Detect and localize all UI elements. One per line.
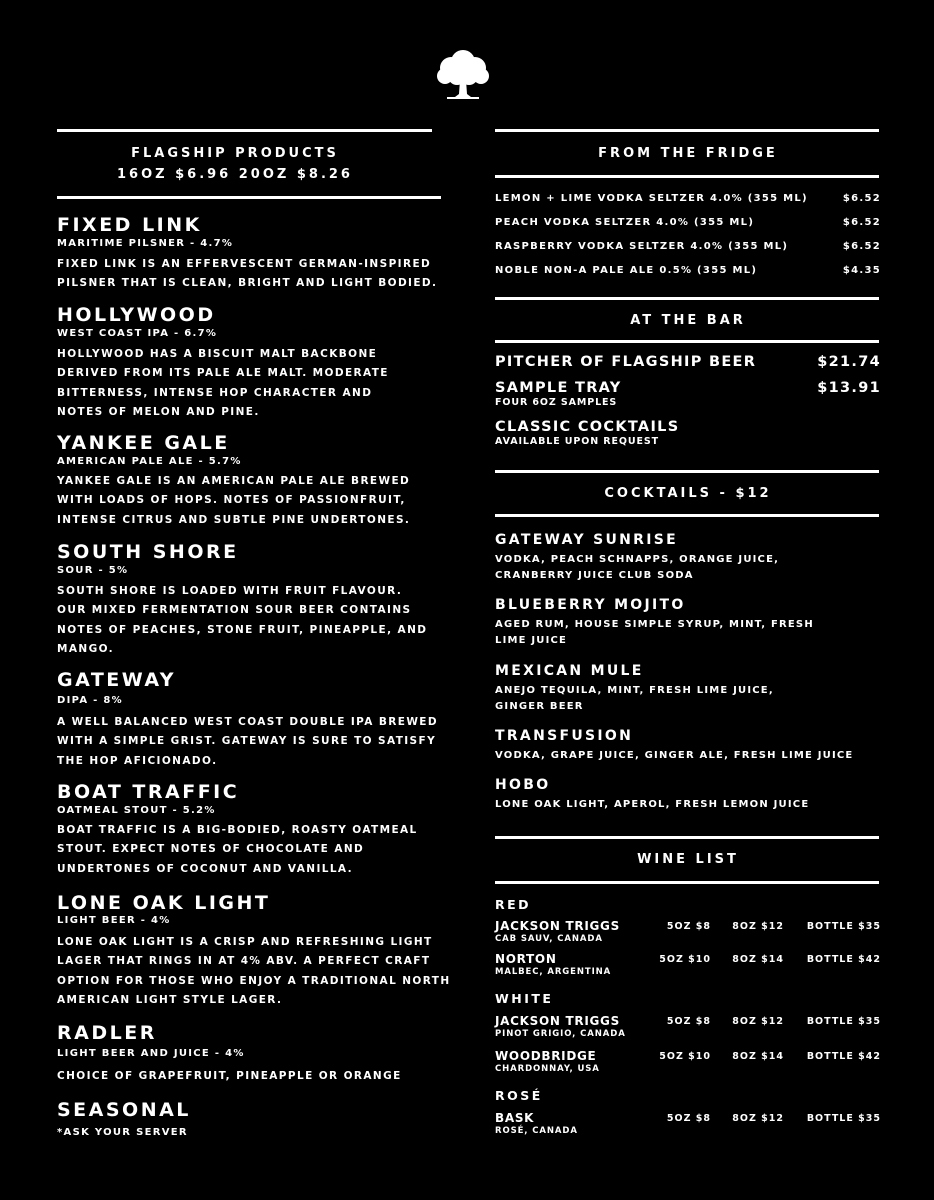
wine-price-5oz: 5OZ $8 — [666, 1113, 711, 1124]
divider — [495, 836, 879, 839]
wine-price-5oz: 5OZ $8 — [666, 1016, 711, 1027]
item-price: $4.35 — [842, 265, 881, 276]
beer-description: BOAT TRAFFIC IS A BIG-BODIED, ROASTY OATMEAL STOUT. EXPECT NOTES OF CHOCOLATE AND UNDERTONES OF COCONUT AND VANILLA. — [57, 824, 418, 875]
beer-style: SOUR - 5% — [57, 565, 129, 576]
item-subtext: AVAILABLE UPON REQUEST — [495, 436, 660, 447]
beer-description: CHOICE OF GRAPEFRUIT, PINEAPPLE OR ORANGE — [57, 1070, 402, 1082]
wine-price-5oz: 5OZ $8 — [666, 921, 711, 932]
item-name: NOBLE NON-A PALE ALE 0.5% (355 ML) — [495, 265, 758, 276]
beer-name: GATEWAY — [57, 669, 177, 691]
wine-name: BASK — [495, 1111, 535, 1125]
beer-description: A WELL BALANCED WEST COAST DOUBLE IPA BREWED WITH A SIMPLE GRIST. GATEWAY IS SURE TO SATISFY THE HOP AFICIONADO. — [57, 716, 438, 767]
table-row — [495, 952, 881, 980]
item-price: $13.91 — [817, 380, 881, 396]
table-row — [495, 1014, 881, 1042]
beer-style: *ASK YOUR SERVER — [57, 1127, 188, 1138]
divider — [57, 129, 432, 132]
beer-name: BOAT TRAFFIC — [57, 781, 240, 803]
table-row — [495, 919, 881, 947]
item-price: $6.52 — [842, 193, 881, 204]
divider — [495, 514, 879, 517]
wine-price-8oz: 8OZ $14 — [732, 1051, 784, 1062]
cocktail-name: TRANSFUSION — [495, 728, 634, 744]
wine-origin: CAB SAUV, CANADA — [495, 934, 603, 944]
beer-name: FIXED LINK — [57, 214, 202, 236]
cocktail-description: VODKA, GRAPE JUICE, GINGER ALE, FRESH LIME JUICE — [495, 750, 854, 761]
item-price: $6.52 — [842, 217, 881, 228]
beer-style: LIGHT BEER - 4% — [57, 915, 171, 926]
tree-icon — [433, 50, 493, 102]
table-row — [495, 1049, 881, 1077]
cocktail-description: VODKA, PEACH SCHNAPPS, ORANGE JUICE, CRANBERRY JUICE CLUB SODA — [495, 554, 780, 581]
wine-origin: PINOT GRIGIO, CANADA — [495, 1029, 626, 1039]
wine-header: WINE LIST — [637, 852, 739, 867]
fridge-header: FROM THE FRIDGE — [598, 146, 778, 161]
beer-name: RADLER — [57, 1022, 157, 1044]
divider — [495, 129, 879, 132]
divider — [495, 175, 879, 178]
cocktails-header: COCKTAILS - $12 — [604, 486, 772, 501]
beer-name: HOLLYWOOD — [57, 304, 216, 326]
wine-name: JACKSON TRIGGS — [495, 1014, 620, 1028]
beer-style: WEST COAST IPA - 6.7% — [57, 328, 218, 339]
flagship-prices: 16OZ $6.96 20OZ $8.26 — [117, 167, 353, 182]
list-item — [495, 265, 881, 279]
beer-description: LONE OAK LIGHT IS A CRISP AND REFRESHING LIGHT LAGER THAT RINGS IN AT 4% ABV. A PERFECT CRAFT OPTION FOR THOSE WHO ENJOY A TRADITIONAL NORTH AMERICAN LIGHT STYLE LAGER. — [57, 936, 451, 1006]
wine-category-label: WHITE — [495, 991, 554, 1006]
beer-name: SEASONAL — [57, 1099, 191, 1121]
wine-name: NORTON — [495, 952, 557, 966]
divider — [495, 881, 879, 884]
wine-price-bottle: BOTTLE $42 — [806, 954, 881, 965]
item-name: RASPBERRY VODKA SELTZER 4.0% (355 ML) — [495, 241, 789, 252]
wine-price-8oz: 8OZ $14 — [732, 954, 784, 965]
item-name: PITCHER OF FLAGSHIP BEER — [495, 354, 757, 370]
list-item — [495, 241, 881, 255]
wine-price-8oz: 8OZ $12 — [732, 1016, 784, 1027]
cocktail-name: MEXICAN MULE — [495, 663, 644, 679]
beer-description: SOUTH SHORE IS LOADED WITH FRUIT FLAVOUR. OUR MIXED FERMENTATION SOUR BEER CONTAINS NOTES OF PEACHES, STONE FRUIT, PINEAPPLE, AND MANGO. — [57, 585, 428, 655]
wine-origin: CHARDONNAY, USA — [495, 1064, 600, 1074]
beer-description: FIXED LINK IS AN EFFERVESCENT GERMAN-INSPIRED PILSNER THAT IS CLEAN, BRIGHT AND LIGHT BODIED. — [57, 258, 438, 290]
beer-name: YANKEE GALE — [57, 432, 230, 454]
beer-style: LIGHT BEER AND JUICE - 4% — [57, 1048, 245, 1059]
wine-name: WOODBRIDGE — [495, 1049, 597, 1063]
beer-description: YANKEE GALE IS AN AMERICAN PALE ALE BREWED WITH LOADS OF HOPS. NOTES OF PASSIONFRUIT, INTENSE CITRUS AND SUBTLE PINE UNDERTONES. — [57, 475, 411, 526]
flagship-header: FLAGSHIP PRODUCTS — [131, 146, 339, 161]
item-name: SAMPLE TRAY — [495, 380, 622, 396]
cocktail-name: GATEWAY SUNRISE — [495, 532, 678, 548]
cocktail-description: ANEJO TEQUILA, MINT, FRESH LIME JUICE, GINGER BEER — [495, 685, 774, 712]
wine-price-8oz: 8OZ $12 — [732, 1113, 784, 1124]
wine-price-bottle: BOTTLE $35 — [806, 1113, 881, 1124]
cocktail-description: LONE OAK LIGHT, APEROL, FRESH LEMON JUICE — [495, 799, 810, 810]
beer-name: SOUTH SHORE — [57, 541, 239, 563]
beer-name: LONE OAK LIGHT — [57, 892, 271, 914]
wine-price-8oz: 8OZ $12 — [732, 921, 784, 932]
item-name: CLASSIC COCKTAILS — [495, 419, 680, 435]
list-item — [495, 217, 881, 231]
cocktail-description: AGED RUM, HOUSE SIMPLE SYRUP, MINT, FRESH LIME JUICE — [495, 619, 814, 646]
wine-price-bottle: BOTTLE $35 — [806, 1016, 881, 1027]
item-price: $6.52 — [842, 241, 881, 252]
table-row — [495, 1111, 881, 1139]
wine-price-5oz: 5OZ $10 — [659, 954, 711, 965]
item-name: PEACH VODKA SELTZER 4.0% (355 ML) — [495, 217, 755, 228]
divider — [495, 470, 879, 473]
wine-category-label: RED — [495, 897, 532, 912]
divider — [57, 196, 441, 199]
wine-price-bottle: BOTTLE $42 — [806, 1051, 881, 1062]
beer-style: MARITIME PILSNER - 4.7% — [57, 238, 234, 249]
bar-header: AT THE BAR — [630, 313, 746, 328]
item-price: $21.74 — [817, 354, 881, 370]
wine-price-5oz: 5OZ $10 — [659, 1051, 711, 1062]
cocktail-name: BLUEBERRY MOJITO — [495, 597, 686, 613]
beer-description: HOLLYWOOD HAS A BISCUIT MALT BACKBONE DERIVED FROM ITS PALE ALE MALT. MODERATE BITTERNESS, INTENSE HOP CHARACTER AND NOTES OF MELON AND PINE. — [57, 348, 389, 418]
wine-origin: ROSÉ, CANADA — [495, 1126, 578, 1136]
list-item — [495, 193, 881, 207]
divider — [495, 340, 879, 343]
item-subtext: FOUR 6OZ SAMPLES — [495, 397, 618, 408]
wine-category-label: ROSÉ — [495, 1088, 543, 1103]
beer-style: OATMEAL STOUT - 5.2% — [57, 805, 216, 816]
wine-origin: MALBEC, ARGENTINA — [495, 967, 612, 977]
wine-price-bottle: BOTTLE $35 — [806, 921, 881, 932]
wine-name: JACKSON TRIGGS — [495, 919, 620, 933]
beer-style: DIPA - 8% — [57, 695, 123, 706]
beer-style: AMERICAN PALE ALE - 5.7% — [57, 456, 242, 467]
divider — [495, 297, 879, 300]
item-name: LEMON + LIME VODKA SELTZER 4.0% (355 ML) — [495, 193, 808, 204]
cocktail-name: HOBO — [495, 777, 551, 793]
